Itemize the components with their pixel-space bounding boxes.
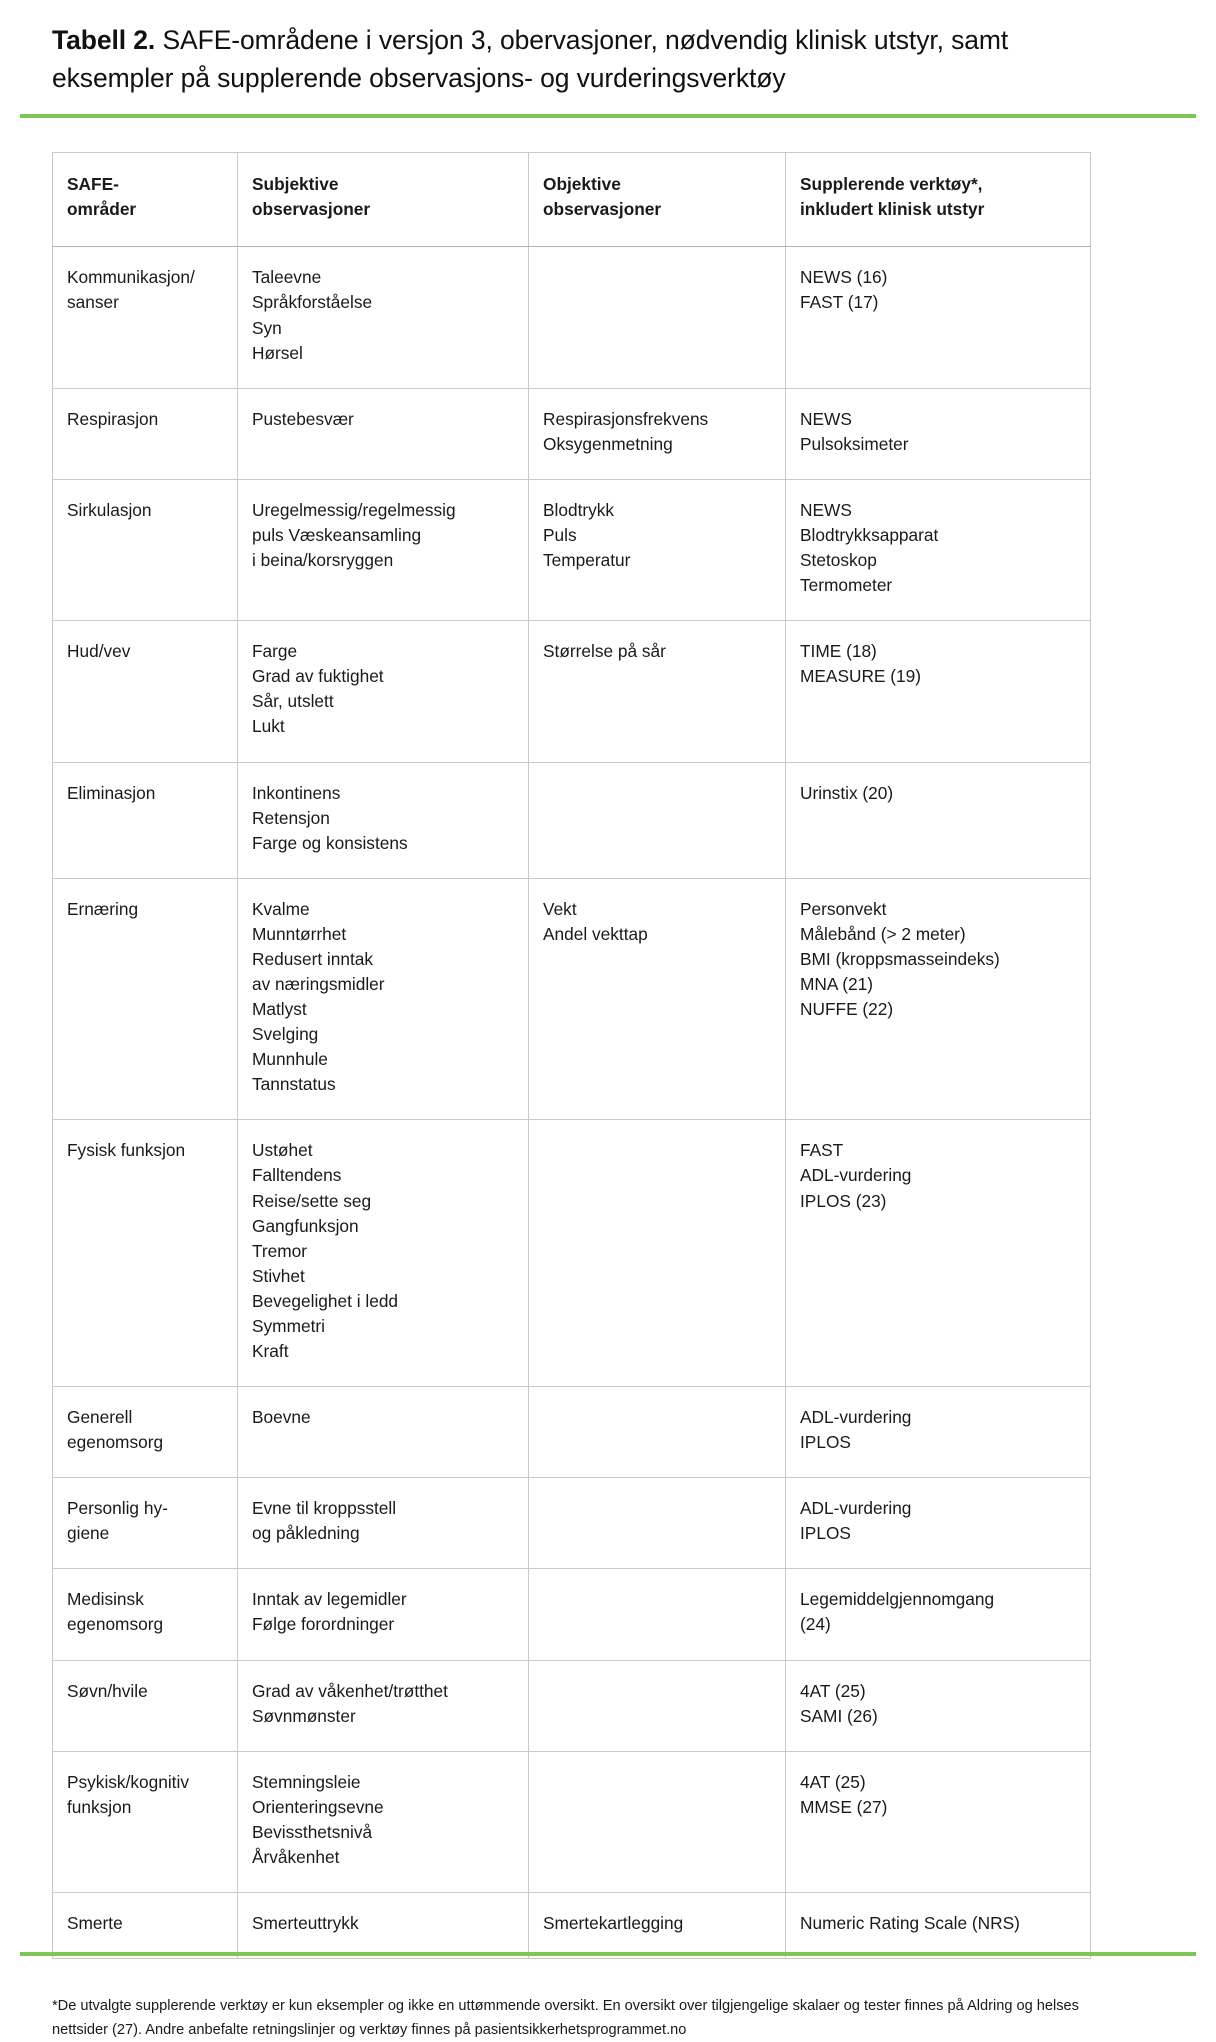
- cell-line: Eliminasjon: [67, 782, 156, 803]
- header-line: observasjoner: [543, 199, 662, 220]
- cell-subjective-observations: [238, 247, 529, 388]
- cell-line: Generell: [67, 1407, 133, 1428]
- cell-line: Svelging: [252, 1024, 319, 1045]
- cell-subjective-observations: [238, 1478, 529, 1569]
- cell-line: Psykisk/kognitiv: [67, 1771, 189, 1792]
- cell-line: SAMI (26): [800, 1705, 878, 1726]
- cell-objective-observations: [529, 621, 786, 762]
- cell-line: Blodtrykksapparat: [800, 524, 939, 545]
- cell-supplementary-tools: [786, 878, 1091, 1120]
- cell-line: Farge: [252, 641, 298, 662]
- cell-line: (24): [800, 1614, 831, 1635]
- cell-lines: [252, 639, 514, 739]
- cell-line: Respirasjon: [67, 408, 159, 429]
- cell-line: Farge og konsistens: [252, 832, 408, 853]
- cell-line: Kommunikasjon/: [67, 267, 195, 288]
- cell-supplementary-tools: [786, 1120, 1091, 1387]
- column-header-objective: [529, 153, 786, 247]
- table-row: [53, 878, 1091, 1120]
- safe-areas-table: [52, 152, 1091, 1959]
- cell-subjective-observations: [238, 479, 529, 620]
- cell-line: Søvnmønster: [252, 1705, 356, 1726]
- cell-supplementary-tools: [786, 1387, 1091, 1478]
- cell-lines: [800, 1770, 1076, 1820]
- cell-lines: [252, 1587, 514, 1637]
- cell-lines: [543, 407, 771, 457]
- cell-line: Termometer: [800, 575, 893, 596]
- cell-line: Bevissthetsnivå: [252, 1821, 373, 1842]
- cell-line: FAST: [800, 1140, 844, 1161]
- cell-safe-area: [53, 388, 238, 479]
- cell-subjective-observations: [238, 388, 529, 479]
- cell-line: Medisinsk: [67, 1589, 144, 1610]
- cell-line: Følge forordninger: [252, 1614, 395, 1635]
- cell-objective-observations: [529, 1387, 786, 1478]
- cell-line: ADL-vurdering: [800, 1498, 912, 1519]
- cell-line: Smerte: [67, 1913, 123, 1933]
- cell-line: Inkontinens: [252, 782, 341, 803]
- cell-supplementary-tools: [786, 1660, 1091, 1751]
- column-header-tools: [786, 153, 1091, 247]
- header-line: Objektive: [543, 174, 621, 195]
- cell-objective-observations: [529, 1660, 786, 1751]
- cell-lines: [67, 1138, 223, 1163]
- cell-safe-area: [53, 762, 238, 878]
- cell-line: Syn: [252, 317, 282, 338]
- cell-line: Lukt: [252, 716, 285, 737]
- cell-line: Numeric Rating Scale (NRS): [800, 1913, 1020, 1933]
- cell-line: og påkledning: [252, 1523, 360, 1544]
- cell-lines: [800, 781, 1076, 806]
- cell-line: Søvn/hvile: [67, 1680, 148, 1701]
- cell-line: Oksygenmetning: [543, 433, 673, 454]
- cell-supplementary-tools: [786, 621, 1091, 762]
- cell-line: Personlig hy-: [67, 1498, 168, 1519]
- cell-line: NEWS: [800, 499, 852, 520]
- cell-supplementary-tools: [786, 247, 1091, 388]
- table-row: [53, 388, 1091, 479]
- cell-line: Pulsoksimeter: [800, 433, 909, 454]
- cell-lines: [67, 897, 223, 922]
- cell-lines: [543, 897, 771, 947]
- cell-line: Årvåkenhet: [252, 1846, 340, 1867]
- header-lines: [543, 172, 771, 222]
- cell-line: Redusert inntak: [252, 948, 374, 969]
- table-row: [53, 1751, 1091, 1892]
- table-row: [53, 621, 1091, 762]
- cell-line: IPLOS: [800, 1432, 851, 1453]
- cell-subjective-observations: [238, 762, 529, 878]
- cell-line: Retensjon: [252, 807, 330, 828]
- cell-line: Ustøhet: [252, 1140, 313, 1161]
- cell-objective-observations: [529, 1893, 786, 1959]
- cell-lines: [67, 1587, 223, 1637]
- cell-line: Reise/sette seg: [252, 1190, 372, 1211]
- cell-line: Andel vekttap: [543, 923, 648, 944]
- cell-line: Språkforståelse: [252, 292, 373, 313]
- cell-lines: [67, 1770, 223, 1820]
- cell-lines: [252, 1138, 514, 1364]
- header-line: Supplerende verktøy*,: [800, 174, 983, 195]
- cell-supplementary-tools: [786, 388, 1091, 479]
- table-row: [53, 1120, 1091, 1387]
- cell-line: Hørsel: [252, 342, 303, 363]
- accent-rule-bottom: [20, 1952, 1196, 1956]
- cell-safe-area: [53, 1893, 238, 1959]
- cell-safe-area: [53, 1387, 238, 1478]
- column-header-subjective: [238, 153, 529, 247]
- cell-line: Urinstix (20): [800, 782, 894, 803]
- table-row: [53, 1478, 1091, 1569]
- footnote: *De utvalgte supplerende verktøy er kun eksempler og ikke en uttømmende oversikt. En oversikt over tilgjengelige skalaer og tester finnes på Aldring og helses nettsider (27). Andre anbefalte retningslinjer og verktøy finnes på pasientsikkerhetsprogrammet.no: [52, 1998, 1079, 2038]
- cell-line: Falltendens: [252, 1165, 342, 1186]
- cell-line: Vekt: [543, 898, 577, 919]
- cell-line: Gangfunksjon: [252, 1215, 359, 1236]
- cell-line: Hud/vev: [67, 641, 131, 662]
- cell-line: av næringsmidler: [252, 973, 385, 994]
- header-line: inkludert klinisk utstyr: [800, 199, 985, 220]
- cell-line: Sirkulasjon: [67, 499, 152, 520]
- cell-line: Ernæring: [67, 898, 139, 919]
- cell-safe-area: [53, 1478, 238, 1569]
- cell-lines: [800, 498, 1076, 598]
- table-row: [53, 1569, 1091, 1660]
- cell-line: Tannstatus: [252, 1074, 336, 1095]
- cell-line: MMSE (27): [800, 1796, 888, 1817]
- cell-objective-observations: [529, 388, 786, 479]
- cell-lines: [252, 781, 514, 856]
- cell-subjective-observations: [238, 1893, 529, 1959]
- table-container: [52, 152, 1090, 1959]
- cell-subjective-observations: [238, 1751, 529, 1892]
- cell-lines: [252, 407, 514, 432]
- cell-line: Størrelse på sår: [543, 641, 666, 662]
- cell-lines: [67, 781, 223, 806]
- cell-supplementary-tools: [786, 1893, 1091, 1959]
- cell-line: Taleevne: [252, 267, 322, 288]
- cell-subjective-observations: [238, 1387, 529, 1478]
- cell-lines: [800, 407, 1076, 457]
- table-caption-text: SAFE-områdene i versjon 3, obervasjoner, nødvendig klinisk utstyr, samt eksempler på supplerende observasjons- og vurderingsverktøy: [52, 25, 1009, 93]
- page-title: [52, 22, 1082, 97]
- cell-line: BMI (kroppsmasseindeks): [800, 948, 1000, 969]
- cell-line: i beina/korsryggen: [252, 550, 394, 571]
- cell-lines: [252, 1405, 514, 1430]
- header-line: SAFE-: [67, 174, 119, 195]
- header-line: områder: [67, 199, 137, 220]
- cell-line: Puls: [543, 524, 577, 545]
- table-row: [53, 762, 1091, 878]
- cell-safe-area: [53, 878, 238, 1120]
- cell-lines: [543, 498, 771, 573]
- cell-line: Blodtrykk: [543, 499, 615, 520]
- header-line: observasjoner: [252, 199, 371, 220]
- table-body: [53, 247, 1091, 1959]
- cell-objective-observations: [529, 479, 786, 620]
- cell-lines: [543, 1911, 771, 1936]
- cell-supplementary-tools: [786, 1569, 1091, 1660]
- cell-line: Pustebesvær: [252, 408, 354, 429]
- cell-safe-area: [53, 1569, 238, 1660]
- cell-lines: [800, 639, 1076, 689]
- cell-line: funksjon: [67, 1796, 132, 1817]
- cell-safe-area: [53, 1751, 238, 1892]
- cell-supplementary-tools: [786, 479, 1091, 620]
- cell-line: MEASURE (19): [800, 666, 921, 687]
- cell-line: Tremor: [252, 1240, 308, 1261]
- cell-line: Kraft: [252, 1340, 289, 1361]
- cell-line: FAST (17): [800, 292, 879, 313]
- cell-lines: [252, 1911, 514, 1936]
- cell-line: NUFFE (22): [800, 999, 894, 1020]
- cell-lines: [252, 897, 514, 1098]
- cell-subjective-observations: [238, 1120, 529, 1387]
- cell-safe-area: [53, 1120, 238, 1387]
- cell-objective-observations: [529, 1569, 786, 1660]
- cell-objective-observations: [529, 762, 786, 878]
- cell-line: Smerteuttrykk: [252, 1913, 359, 1933]
- cell-subjective-observations: [238, 878, 529, 1120]
- cell-line: puls Væskeansamling: [252, 524, 422, 545]
- cell-line: ADL-vurdering: [800, 1407, 912, 1428]
- cell-safe-area: [53, 1660, 238, 1751]
- table-number-label: Tabell 2.: [52, 25, 156, 55]
- cell-lines: [252, 498, 514, 573]
- cell-lines: [252, 265, 514, 365]
- cell-line: Temperatur: [543, 550, 631, 571]
- header-lines: [800, 172, 1076, 222]
- accent-rule-top: [20, 114, 1196, 118]
- table-row: [53, 1893, 1091, 1959]
- cell-line: Smertekartlegging: [543, 1913, 684, 1933]
- cell-line: egenomsorg: [67, 1614, 164, 1635]
- title-block: [0, 0, 1216, 97]
- cell-line: Symmetri: [252, 1315, 325, 1336]
- cell-lines: [800, 1496, 1076, 1546]
- table-header: [53, 153, 1091, 247]
- cell-subjective-observations: [238, 621, 529, 762]
- cell-line: Grad av fuktighet: [252, 666, 384, 687]
- table-row: [53, 247, 1091, 388]
- cell-line: 4AT (25): [800, 1771, 866, 1792]
- column-header-safe-areas: [53, 153, 238, 247]
- cell-lines: [67, 1496, 223, 1546]
- cell-safe-area: [53, 621, 238, 762]
- cell-objective-observations: [529, 1478, 786, 1569]
- cell-safe-area: [53, 247, 238, 388]
- cell-lines: [67, 265, 223, 315]
- cell-line: Evne til kroppsstell: [252, 1498, 397, 1519]
- cell-line: MNA (21): [800, 973, 873, 994]
- header-lines: [67, 172, 223, 222]
- table-row: [53, 479, 1091, 620]
- cell-lines: [800, 1679, 1076, 1729]
- cell-lines: [252, 1679, 514, 1729]
- header-line: Subjektive: [252, 174, 339, 195]
- cell-line: IPLOS: [800, 1523, 851, 1544]
- cell-line: Målebånd (> 2 meter): [800, 923, 966, 944]
- cell-line: egenomsorg: [67, 1432, 164, 1453]
- cell-line: TIME (18): [800, 641, 877, 662]
- cell-safe-area: [53, 479, 238, 620]
- cell-lines: [67, 498, 223, 523]
- cell-objective-observations: [529, 1751, 786, 1892]
- table-row: [53, 1660, 1091, 1751]
- accent-rule-bottom-holder: [0, 1952, 1216, 1956]
- table-header-row: [53, 153, 1091, 247]
- cell-line: Boevne: [252, 1407, 311, 1428]
- cell-supplementary-tools: [786, 762, 1091, 878]
- cell-line: Stetoskop: [800, 550, 877, 571]
- cell-line: Kvalme: [252, 898, 310, 919]
- cell-lines: [800, 1911, 1076, 1936]
- cell-line: Personvekt: [800, 898, 887, 919]
- cell-lines: [67, 407, 223, 432]
- cell-line: Matlyst: [252, 999, 307, 1020]
- cell-lines: [800, 265, 1076, 315]
- table-row: [53, 1387, 1091, 1478]
- cell-line: Stemningsleie: [252, 1771, 361, 1792]
- cell-lines: [800, 1138, 1076, 1213]
- cell-line: Sår, utslett: [252, 691, 334, 712]
- cell-subjective-observations: [238, 1569, 529, 1660]
- cell-line: 4AT (25): [800, 1680, 866, 1701]
- cell-objective-observations: [529, 878, 786, 1120]
- cell-supplementary-tools: [786, 1751, 1091, 1892]
- cell-line: ADL-vurdering: [800, 1165, 912, 1186]
- cell-lines: [800, 1587, 1076, 1637]
- cell-lines: [67, 1405, 223, 1455]
- cell-lines: [252, 1496, 514, 1546]
- cell-line: Inntak av legemidler: [252, 1589, 407, 1610]
- cell-line: NEWS (16): [800, 267, 888, 288]
- cell-objective-observations: [529, 1120, 786, 1387]
- cell-line: Munntørrhet: [252, 923, 347, 944]
- cell-lines: [67, 1679, 223, 1704]
- cell-line: Grad av våkenhet/trøtthet: [252, 1680, 448, 1701]
- cell-supplementary-tools: [786, 1478, 1091, 1569]
- cell-line: Uregelmessig/regelmessig: [252, 499, 456, 520]
- cell-lines: [800, 1405, 1076, 1455]
- cell-line: Respirasjonsfrekvens: [543, 408, 709, 429]
- cell-line: Stivhet: [252, 1265, 305, 1286]
- cell-line: Munnhule: [252, 1049, 328, 1070]
- cell-lines: [800, 897, 1076, 1022]
- cell-line: NEWS: [800, 408, 852, 429]
- cell-line: sanser: [67, 292, 119, 313]
- cell-lines: [252, 1770, 514, 1870]
- cell-line: Orienteringsevne: [252, 1796, 384, 1817]
- cell-lines: [67, 1911, 223, 1936]
- cell-objective-observations: [529, 247, 786, 388]
- cell-line: Bevegelighet i ledd: [252, 1290, 399, 1311]
- header-lines: [252, 172, 514, 222]
- cell-line: Legemiddelgjennomgang: [800, 1589, 995, 1610]
- cell-line: IPLOS (23): [800, 1190, 887, 1211]
- cell-subjective-observations: [238, 1660, 529, 1751]
- cell-lines: [543, 639, 771, 664]
- cell-lines: [67, 639, 223, 664]
- cell-line: giene: [67, 1523, 110, 1544]
- cell-line: Fysisk funksjon: [67, 1140, 186, 1161]
